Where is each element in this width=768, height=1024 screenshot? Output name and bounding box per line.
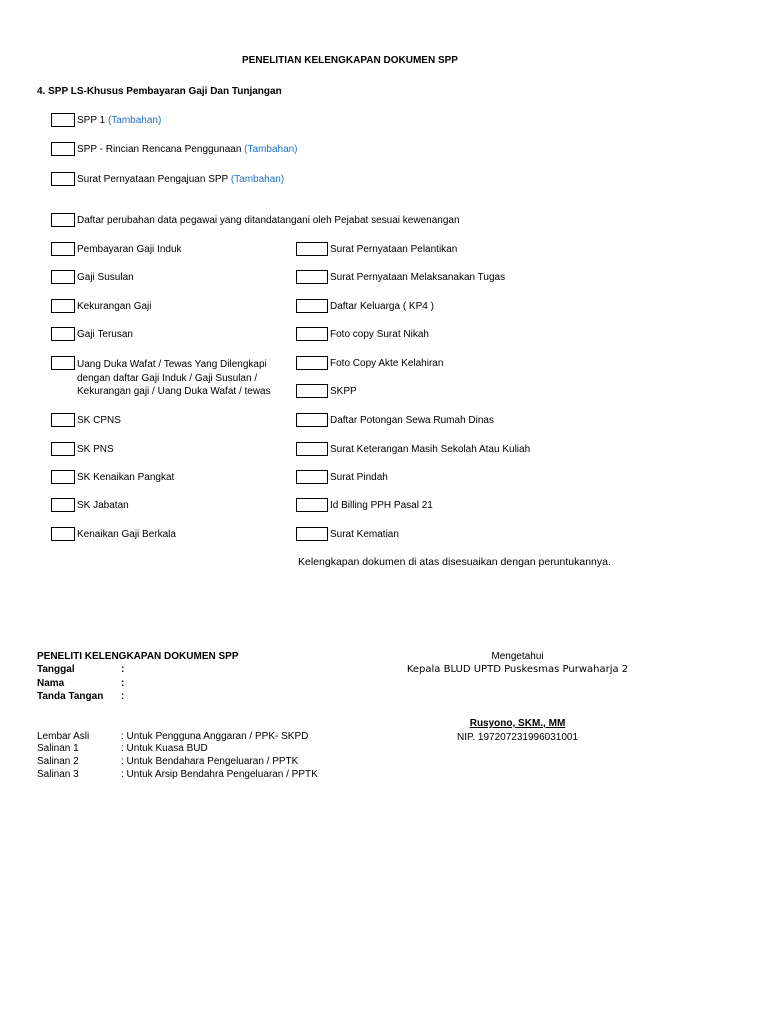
item-label: Surat Pernyataan Melaksanakan Tugas bbox=[330, 272, 506, 283]
item-label: Uang Duka Wafat / Tewas Yang Dilengkapi dengan daftar Gaji Induk / Gaji Susulan / Kekurangan gaji / Uang Duka Wafat / tewas bbox=[77, 359, 271, 397]
checkbox[interactable] bbox=[51, 527, 75, 541]
checkbox[interactable] bbox=[51, 142, 75, 156]
footnote: Kelengkapan dokumen di atas disesuaikan dengan peruntukannya. bbox=[298, 556, 611, 568]
checkbox[interactable] bbox=[51, 498, 75, 512]
checkbox[interactable] bbox=[296, 242, 328, 256]
signer-nip: NIP. 197207231996031001 bbox=[456, 732, 579, 743]
document-title: PENELITIAN KELENGKAPAN DOKUMEN SPP bbox=[242, 55, 458, 66]
copy-label: Salinan 1 bbox=[37, 743, 79, 754]
item-note: (Tambahan) bbox=[244, 144, 298, 155]
copy-value: : Untuk Pengguna Anggaran / PPK- SKPD bbox=[121, 731, 309, 742]
field-value: : bbox=[121, 691, 125, 702]
checkbox[interactable] bbox=[296, 299, 328, 313]
checkbox[interactable] bbox=[296, 442, 328, 456]
checkbox[interactable] bbox=[51, 356, 75, 370]
section-heading: 4. SPP LS-Khusus Pembayaran Gaji Dan Tunjangan bbox=[37, 86, 282, 97]
copy-value: : Untuk Kuasa BUD bbox=[121, 743, 208, 754]
field-label: Nama bbox=[37, 678, 65, 689]
checkbox[interactable] bbox=[51, 442, 75, 456]
checkbox[interactable] bbox=[296, 270, 328, 284]
checkbox[interactable] bbox=[51, 113, 75, 127]
copy-label: Lembar Asli bbox=[37, 731, 90, 742]
checkbox[interactable] bbox=[51, 470, 75, 484]
signer-position: Kepala BLUD UPTD Puskesmas Purwaharja 2 bbox=[406, 664, 629, 675]
peneliti-heading: PENELITI KELENGKAPAN DOKUMEN SPP bbox=[37, 651, 239, 662]
checkbox[interactable] bbox=[296, 498, 328, 512]
field-label: Tanggal bbox=[37, 664, 75, 675]
item-label: Surat Pernyataan Pelantikan bbox=[330, 244, 458, 255]
item-label: Pembayaran Gaji Induk bbox=[77, 244, 182, 255]
item-label: SKPP bbox=[330, 386, 357, 397]
checkbox[interactable] bbox=[51, 242, 75, 256]
item-label: Foto Copy Akte Kelahiran bbox=[330, 358, 444, 369]
checkbox[interactable] bbox=[51, 299, 75, 313]
item-label: Foto copy Surat Nikah bbox=[330, 329, 429, 340]
checkbox[interactable] bbox=[296, 527, 328, 541]
item-label: Daftar perubahan data pegawai yang ditandatangani oleh Pejabat sesuai kewenangan bbox=[77, 215, 460, 226]
item-label: SPP 1 bbox=[77, 115, 108, 126]
item-label: Gaji Susulan bbox=[77, 272, 134, 283]
checkbox[interactable] bbox=[296, 327, 328, 341]
checkbox[interactable] bbox=[51, 270, 75, 284]
item-label: Surat Pernyataan Pengajuan SPP bbox=[77, 174, 231, 185]
mengetahui-label: Mengetahui bbox=[491, 651, 544, 662]
item-label: Kekurangan Gaji bbox=[77, 301, 152, 312]
item-label: SK CPNS bbox=[77, 415, 121, 426]
copy-value: : Untuk Bendahara Pengeluaran / PPTK bbox=[121, 756, 299, 767]
item-label: Surat Kematian bbox=[330, 529, 399, 540]
checkbox[interactable] bbox=[51, 172, 75, 186]
field-value: : bbox=[121, 664, 125, 675]
copy-label: Salinan 2 bbox=[37, 756, 79, 767]
checkbox[interactable] bbox=[296, 413, 328, 427]
item-label: Surat Keterangan Masih Sekolah Atau Kuliah bbox=[330, 444, 531, 455]
checkbox[interactable] bbox=[296, 470, 328, 484]
item-label: Kenaikan Gaji Berkala bbox=[77, 529, 176, 540]
checkbox[interactable] bbox=[296, 356, 328, 370]
field-value: : bbox=[121, 678, 125, 689]
item-note: (Tambahan) bbox=[230, 174, 285, 185]
checkbox[interactable] bbox=[51, 213, 75, 227]
copy-label: Salinan 3 bbox=[37, 769, 79, 780]
checkbox[interactable] bbox=[51, 413, 75, 427]
field-label: Tanda Tangan bbox=[37, 691, 104, 702]
item-label: SK PNS bbox=[77, 444, 114, 455]
item-label: SPP - Rincian Rencana Penggunaan bbox=[77, 144, 245, 155]
checkbox[interactable] bbox=[51, 327, 75, 341]
signer-name: Rusyono, SKM., MM bbox=[469, 718, 566, 729]
item-label: Surat Pindah bbox=[330, 472, 388, 483]
checkbox[interactable] bbox=[296, 384, 328, 398]
item-label: Gaji Terusan bbox=[77, 329, 133, 340]
copy-value: : Untuk Arsip Bendahra Pengeluaran / PPTK bbox=[121, 769, 318, 780]
item-label: Id Billing PPH Pasal 21 bbox=[330, 500, 433, 511]
item-note: (Tambahan) bbox=[107, 115, 162, 126]
item-label: SK Jabatan bbox=[77, 500, 129, 511]
item-label: SK Kenaikan Pangkat bbox=[77, 472, 175, 483]
item-label: Daftar Potongan Sewa Rumah Dinas bbox=[330, 415, 494, 426]
item-label: Daftar Keluarga ( KP4 ) bbox=[330, 301, 434, 312]
